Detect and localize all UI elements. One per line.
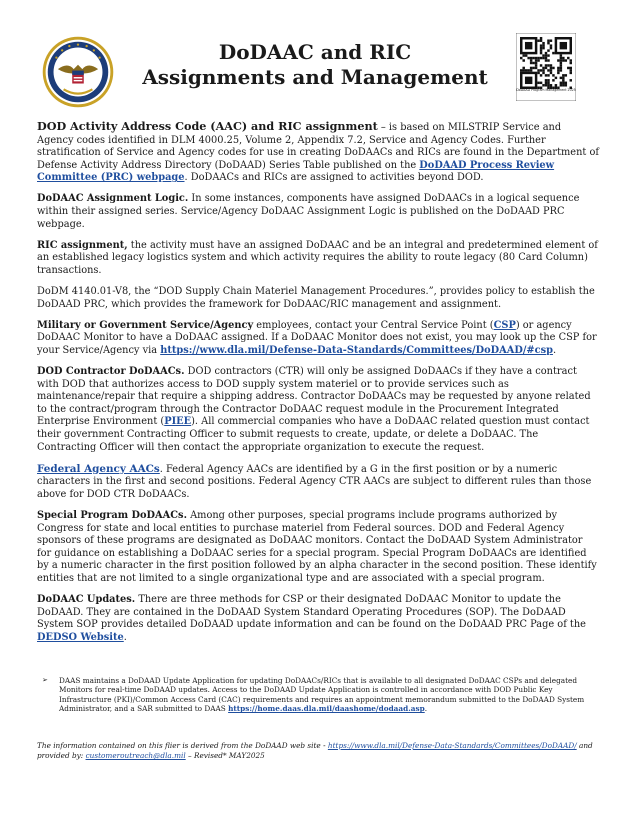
paragraph-contractor-dodaacs [37,366,599,454]
heading-aac-ric-assignment: DOD Activity Address Code (AAC) and RIC assignment [37,119,378,133]
heading-military-government: Military or Government Service/Agency [37,319,254,331]
paragraph-dodm-policy [37,286,599,311]
paragraph-dodaac-updates [37,594,599,644]
link-dodaad-prc-webpage[interactable]: DoDAAD Process Review Committee (PRC) webpage [37,159,555,184]
heading-ric-assignment: RIC assignment, [37,239,128,251]
footer-link-dodaad[interactable]: https://www.dla.mil/Defense-Data-Standards/Committees/DoDAAD/ [327,741,577,750]
text-aac-ric-assignment-tail: . DoDAACs and RICs are assigned to activities beyond DOD. [184,172,484,184]
paragraph-ric-assignment [37,240,599,278]
dla-seal-icon [42,36,114,108]
paragraph-aac-ric-assignment [37,120,599,185]
title-line-1: DoDAAC and RIC [218,40,412,64]
text-military-government-2: ) or agency DoDAAC Monitor to have a DoDAAC assigned. If a DoDAAC Monitor does not exist, you may look up the CSP for your Service/Agency via [37,319,597,356]
link-federal-agency-aacs[interactable]: Federal Agency AACs [37,462,160,475]
paragraph-assignment-logic [37,193,599,231]
text-special-program: Among other purposes, special programs include programs authorized by Congress for state and local entities to purchase materiel from Federal sources. DOD and Federal Agency sponsors of these programs are designated as DoDAAC monitors. Contact the DoDAAD System Administrator for guidance on establishing a DoDAAC series for a special program. Special Program DoDAACs are identified by a numeric character in the first position followed by an alpha character in the second position. These identify entities that are not limited to a single organizational type and are associated with a special program. [37,509,597,584]
bullet-dodaad-update-app [42,676,601,714]
main-content [37,120,599,653]
link-csp-lookup-url[interactable]: https://www.dla.mil/Defense-Data-Standards/Committees/DoDAAD/#csp [160,344,553,356]
footer-text: The information contained on this flier is derived from the DoDAAD web site - [37,741,328,750]
footer-note [37,741,597,761]
link-daas-dodaad[interactable]: https://home.daas.dla.mil/daashome/dodaad.asp [228,704,425,714]
text-federal-agency-aacs: . Federal Agency AACs are identified by a G in the first position or by a numeric characters in the first and second positions. Federal Agency CTR AACs are subject to different rules than those above for DOD CTR DoDAACs. [37,463,592,500]
link-csp[interactable]: CSP [493,319,516,331]
arrow-bullet-icon: ➢ [42,676,48,684]
heading-contractor-dodaacs: DOD Contractor DoDAACs. [37,366,185,377]
footer-text-2: and provided by: [37,741,593,760]
title-line-2: Assignments and Management [142,65,488,89]
footer-revised: – Revised* MAY2025 [185,751,265,760]
link-dedso-website[interactable]: DEDSO Website [37,631,124,643]
heading-dodaac-updates: DoDAAC Updates. [37,594,136,605]
heading-assignment-logic: DoDAAC Assignment Logic. [37,193,189,205]
text-ric-assignment: the activity must have an assigned DoDAAC and be an integral and predetermined element of an established legacy logistics system and which activity requires the ability to route legacy (80 Card Column) transactions. [37,239,598,276]
text-bullet-tail: . [424,704,428,714]
footer-link-email[interactable]: customeroutreach@dla.mil [85,751,186,760]
text-dodm-policy: DoDM 4140.01-V8, the “DOD Supply Chain Materiel Management Procedures.”, provides policy to establish the DoDAAD PRC, which provides the framework for DoDAAC/RIC management and assignment. [37,286,595,310]
text-military-government-tail: . [552,344,557,356]
text-contractor-dodaacs: DOD contractors (CTR) will only be assigned DoDAACs if they have a contract with DOD that authorizes access to DOD supply system materiel or to provide services such as maintenance/repair that require a shipping address. Contractor DoDAACs may be requested by anyone related to the contract/program through the Contractor DoDAAC request module in the Procurement Integrated Enterprise Environment ( [37,366,591,428]
paragraph-special-program [37,510,599,586]
text-dodaac-updates: There are three methods for CSP or their designated DoDAAC Monitor to update the DoDAAD. They are contained in the DoDAAD System Standard Operating Procedures (SOP). The DoDAAD System SOP provides detailed DoDAAD update information and can be found on the DoDAAD PRC Page of the [37,594,586,631]
paragraph-military-government [37,320,599,358]
page-title [120,40,510,90]
text-dodaac-updates-tail: . [123,631,127,643]
heading-special-program: Special Program DoDAACs. [37,509,187,521]
text-military-government: employees, contact your Central Service Point ( [253,319,494,331]
text-bullet: DAAS maintains a DoDAAD Update Application for updating DoDAACs/RICs that is available to all designated DoDAAC CSPs and delegated Monitors for real-time DoDAAD updates. Access to the DoDAAD Update Application is controlled in accordance with DOD Public Key Infrastructure (PKI)/Common Access Card (CAC) requirements and requires an appointment memorandum submitted to the DoDAAD System Administrator, and a SAR submitted to DAAS [59,676,585,714]
link-piee[interactable]: PIEE [164,416,192,428]
text-contractor-dodaacs-tail: ). All commercial companies who have a DoDAAC related question must contact their government Contracting Officer to submit requests to create, update, or delete a DoDAAC. The Contracting Officer will then contact the appropriate organization to execute the request. [37,416,590,453]
paragraph-federal-agency-aacs [37,463,599,502]
qr-caption: DoDAAD Program Management 2025 [516,88,576,92]
text-assignment-logic: In some instances, components have assigned DoDAACs in a logical sequence within their assigned series. Service/Agency DoDAAC Assignment Logic is published on the DoDAAD PRC webpage. [37,193,580,230]
text-aac-ric-assignment: – is based on MILSTRIP Service and Agency codes identified in DLM 4000.25, Volume 2, Appendix 7.2, Service and Agency Codes. Further stratification of Service and Agency codes for use in creating DoDAACs and RICs are found in the Department of Defense Activity Address Directory (DoDAAD) Series Table published on the [37,122,599,171]
